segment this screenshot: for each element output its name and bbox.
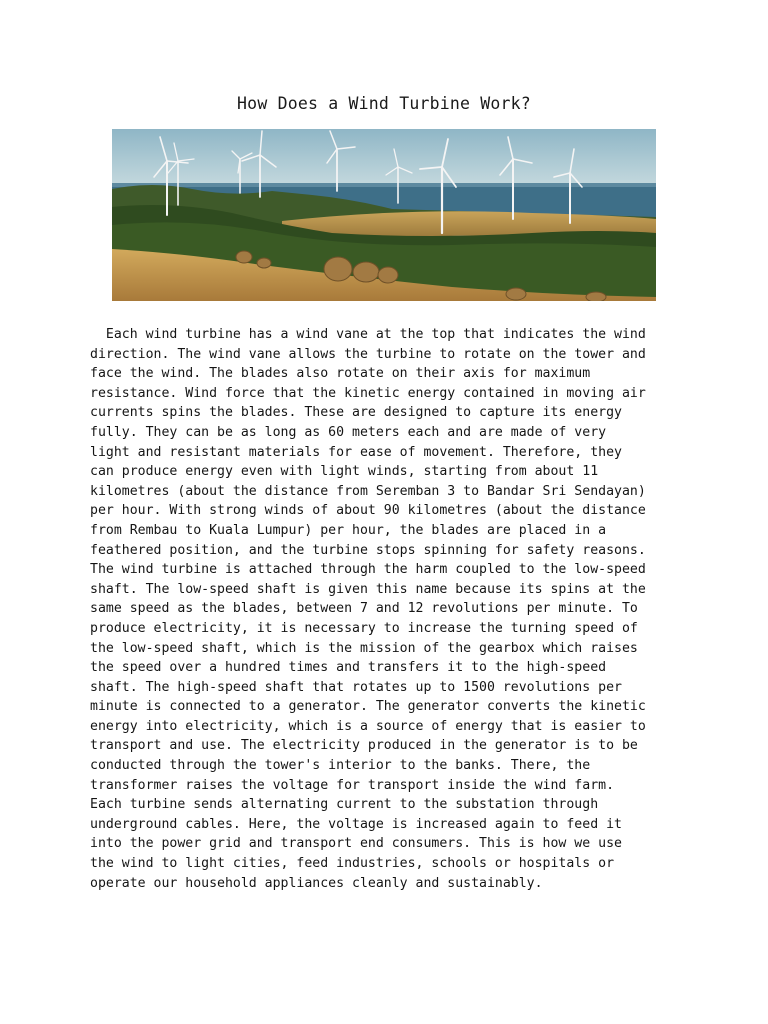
wind-farm-photo xyxy=(112,129,656,301)
body-line: Each wind turbine has a wind vane at the top that indicates the wind xyxy=(90,327,646,342)
body-line: can produce energy even with light winds, starting from about 11 xyxy=(90,464,599,480)
body-line: from Rembau to Kuala Lumpur) per hour, the blades are placed in a xyxy=(90,522,607,538)
body-line: transport and use. The electricity produced in the generator is to be xyxy=(90,738,638,754)
body-line: conducted through the tower's interior to the banks. There, the xyxy=(90,758,591,774)
body-line: energy into electricity, which is a source of energy that is easier to xyxy=(90,718,646,734)
body-line: direction. The wind vane allows the turbine to rotate on the tower and xyxy=(90,346,646,362)
article-body xyxy=(90,325,690,893)
sky xyxy=(112,129,656,191)
body-line: face the wind. The blades also rotate on their axis for maximum xyxy=(90,366,591,382)
body-line: fully. They can be as long as 60 meters each and are made of very xyxy=(90,424,607,440)
body-line: The wind turbine is attached through the harm coupled to the low-speed xyxy=(90,562,646,578)
body-line: produce electricity, it is necessary to increase the turning speed of xyxy=(90,620,638,636)
body-line: feathered position, and the turbine stops spinning for safety reasons. xyxy=(90,542,646,558)
body-line: operate our household appliances cleanly and sustainably. xyxy=(90,875,543,891)
body-line: transformer raises the voltage for transport inside the wind farm. xyxy=(90,777,615,793)
body-line: Each turbine sends alternating current to the substation through xyxy=(90,797,599,813)
body-line: minute is connected to a generator. The generator converts the kinetic xyxy=(90,699,646,715)
body-line: the wind to light cities, feed industries, schools or hospitals or xyxy=(90,856,615,872)
page-title: How Does a Wind Turbine Work? xyxy=(237,94,531,113)
body-line: kilometres (about the distance from Seremban 3 to Bandar Sri Sendayan) xyxy=(90,483,646,499)
body-line: per hour. With strong winds of about 90 kilometres (about the distance xyxy=(90,503,646,519)
body-line: shaft. The high-speed shaft that rotates up to 1500 revolutions per xyxy=(90,679,622,695)
body-line: currents spins the blades. These are designed to capture its energy xyxy=(90,405,622,421)
body-line: underground cables. Here, the voltage is increased again to feed it xyxy=(90,816,622,832)
body-line: same speed as the blades, between 7 and 12 revolutions per minute. To xyxy=(90,601,638,617)
body-line: into the power grid and transport end consumers. This is how we use xyxy=(90,836,622,852)
body-line: the speed over a hundred times and transfers it to the high-speed xyxy=(90,660,607,676)
body-line: light and resistant materials for ease of movement. Therefore, they xyxy=(90,444,622,460)
body-line: shaft. The low-speed shaft is given this name because its spins at the xyxy=(90,581,646,597)
body-line: the low-speed shaft, which is the mission of the gearbox which raises xyxy=(90,640,638,656)
body-line: resistance. Wind force that the kinetic energy contained in moving air xyxy=(90,385,646,401)
